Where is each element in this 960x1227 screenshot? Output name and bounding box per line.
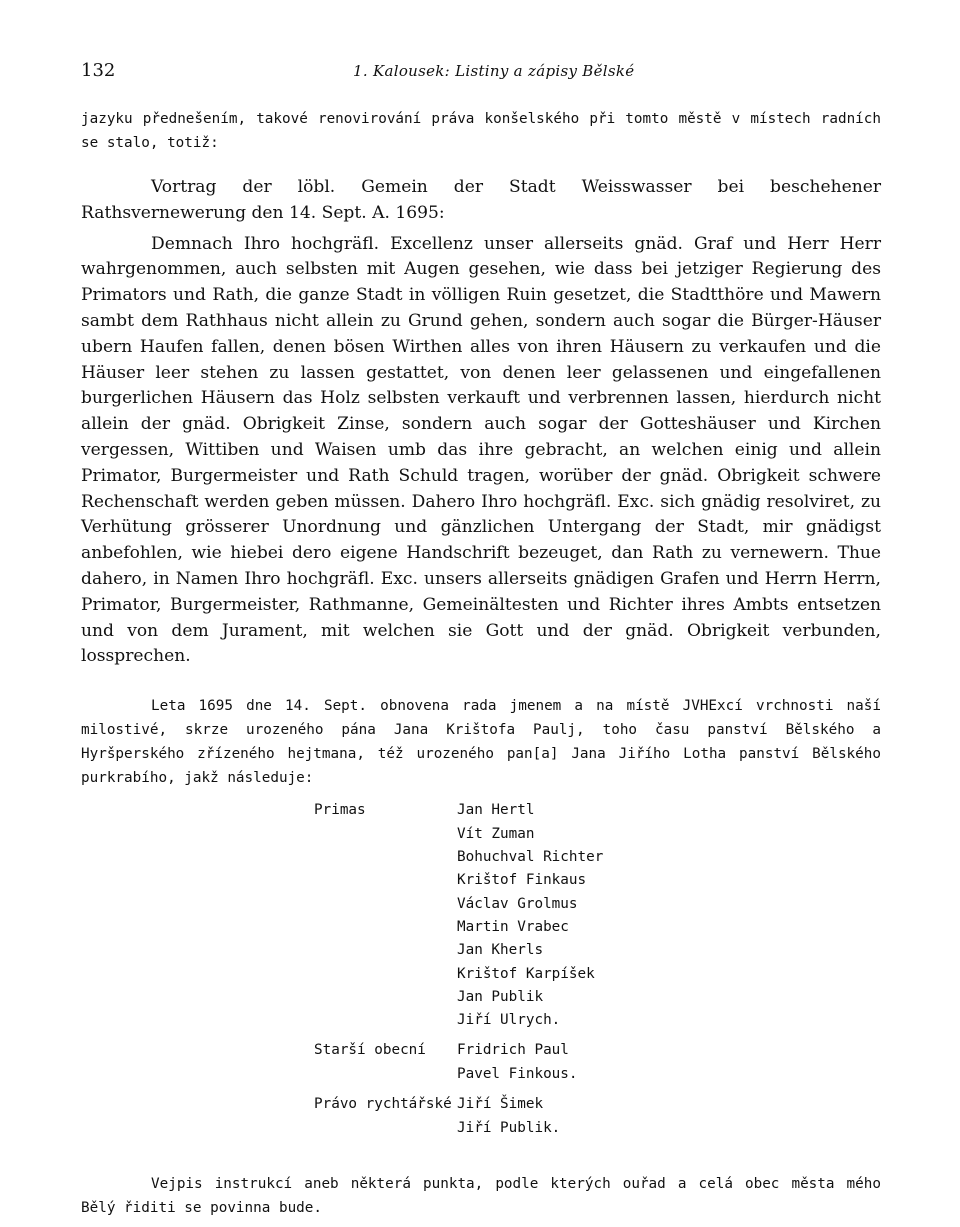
roster-label-elders: Starší obecní xyxy=(314,1042,426,1059)
paragraph-intro: jazyku přednešením, takové renovirování práva konšelského při tomto městě v místech radních se stalo, totiž: xyxy=(81,111,881,151)
roster-name: Václav Grolmus xyxy=(457,896,578,913)
paragraph-vortrag-body: Demnach Ihro hochgräfl. Excellenz unser allerseits gnäd. Graf und Herr Herr wahrgenommen, auch selbsten mit Augen gesehen, wie dass bei jetziger Regierung des Primators und Rath, die ganze Stadt in völligen Ruin gesetzet, die Stadtthöre und Mawern sambt dem Rathhaus nicht allein zu Grund gehen, sondern auch sogar die Bürger-Häuser ubern Haufen fallen, denen bösen Wirthen alles von ihren Häusern zu verkaufen und die Häuser leer stehen zu lassen gestattet, von denen leer gelassenen und eingefallenen burgerlichen Häusern das Holz selbsten verkauft und verbrennen lassen, hierdurch nicht allein der gnäd. Obrigkeit Zinse, sondern auch sogar der Gotteshäuser und Kirchen vergessen, Wittiben und Waisen umb das ihre gebracht, an welchen einig und allein Primator, Burgermeister und Rath Schuld tragen, worüber der gnäd. Obrigkeit schwere Rechenschaft werden geben müssen. Dahero Ihro hochgräfl. Exc. sich gnädig resolviret, zu Verhütung grösserer Unordnung und gänzlichen Untergang der Stadt, mir gnädigst anbefohlen, wie hiebei dero eigene Handschrift bezeuget, dan Rath zu vernewern. Thue dahero, in Namen Ihro hochgräfl. Exc. unsers allerseits gnädigen Grafen und Herrn Herrn, Primator, Burgermeister, Rathmanne, Gemeinältesten und Richter ihres Ambts entsetzen und von dem Jurament, mit welchen sie Gott und der gnäd. Obrigkeit verbunden, lossprechen. xyxy=(81,233,881,667)
page-number: 132 xyxy=(81,60,116,81)
paragraph-vortrag-heading: Vortrag der löbl. Gemein der Stadt Weisswasser bei beschehener Rathsvernewerung den 14. Sept. A. 1695: xyxy=(81,177,881,223)
roster-name: Bohuchval Richter xyxy=(457,849,604,866)
roster-name: Jan Hertl xyxy=(457,802,535,819)
paragraph-council-renewal: Leta 1695 dne 14. Sept. obnovena rada jmenem a na místě JVHExcí vrchnosti naší milostivé, skrze urozeného pána Jana Krištofa Paulj, toho času panství Bělského a Hyršperského zřízeného hejtmana, též urozeného pan[a] Jana Jiřího Lotha panství Bělského purkrabího, jakž následuje: xyxy=(81,698,881,787)
roster-name: Vít Zuman xyxy=(457,826,535,843)
council-roster xyxy=(81,802,881,1144)
roster-name: Jan Publik xyxy=(457,989,544,1006)
roster-name: Jiří Ulrych. xyxy=(457,1012,561,1029)
running-header xyxy=(81,58,881,88)
roster-name: Krištof Karpíšek xyxy=(457,966,595,983)
roster-name: Pavel Finkous. xyxy=(457,1066,578,1083)
roster-name: Jiří Publik. xyxy=(457,1120,561,1137)
roster-name: Jan Kherls xyxy=(457,942,544,959)
paragraph-instructions: Vejpis instrukcí aneb některá punkta, podle kterých ouřad a celá obec města mého Bělý řiditi se povinna bude. xyxy=(81,1176,881,1217)
header-title: 1. Kalousek: Listiny a zápisy Bělské xyxy=(353,62,635,80)
roster-label-judicial: Právo rychtářské xyxy=(314,1096,452,1113)
roster-name: Jiří Šimek xyxy=(457,1096,544,1113)
roster-name: Fridrich Paul xyxy=(457,1042,569,1059)
roster-name: Krištof Finkaus xyxy=(457,872,587,889)
document-page xyxy=(81,58,881,1220)
roster-name: Martin Vrabec xyxy=(457,919,569,936)
roster-label-primas: Primas xyxy=(314,802,366,819)
